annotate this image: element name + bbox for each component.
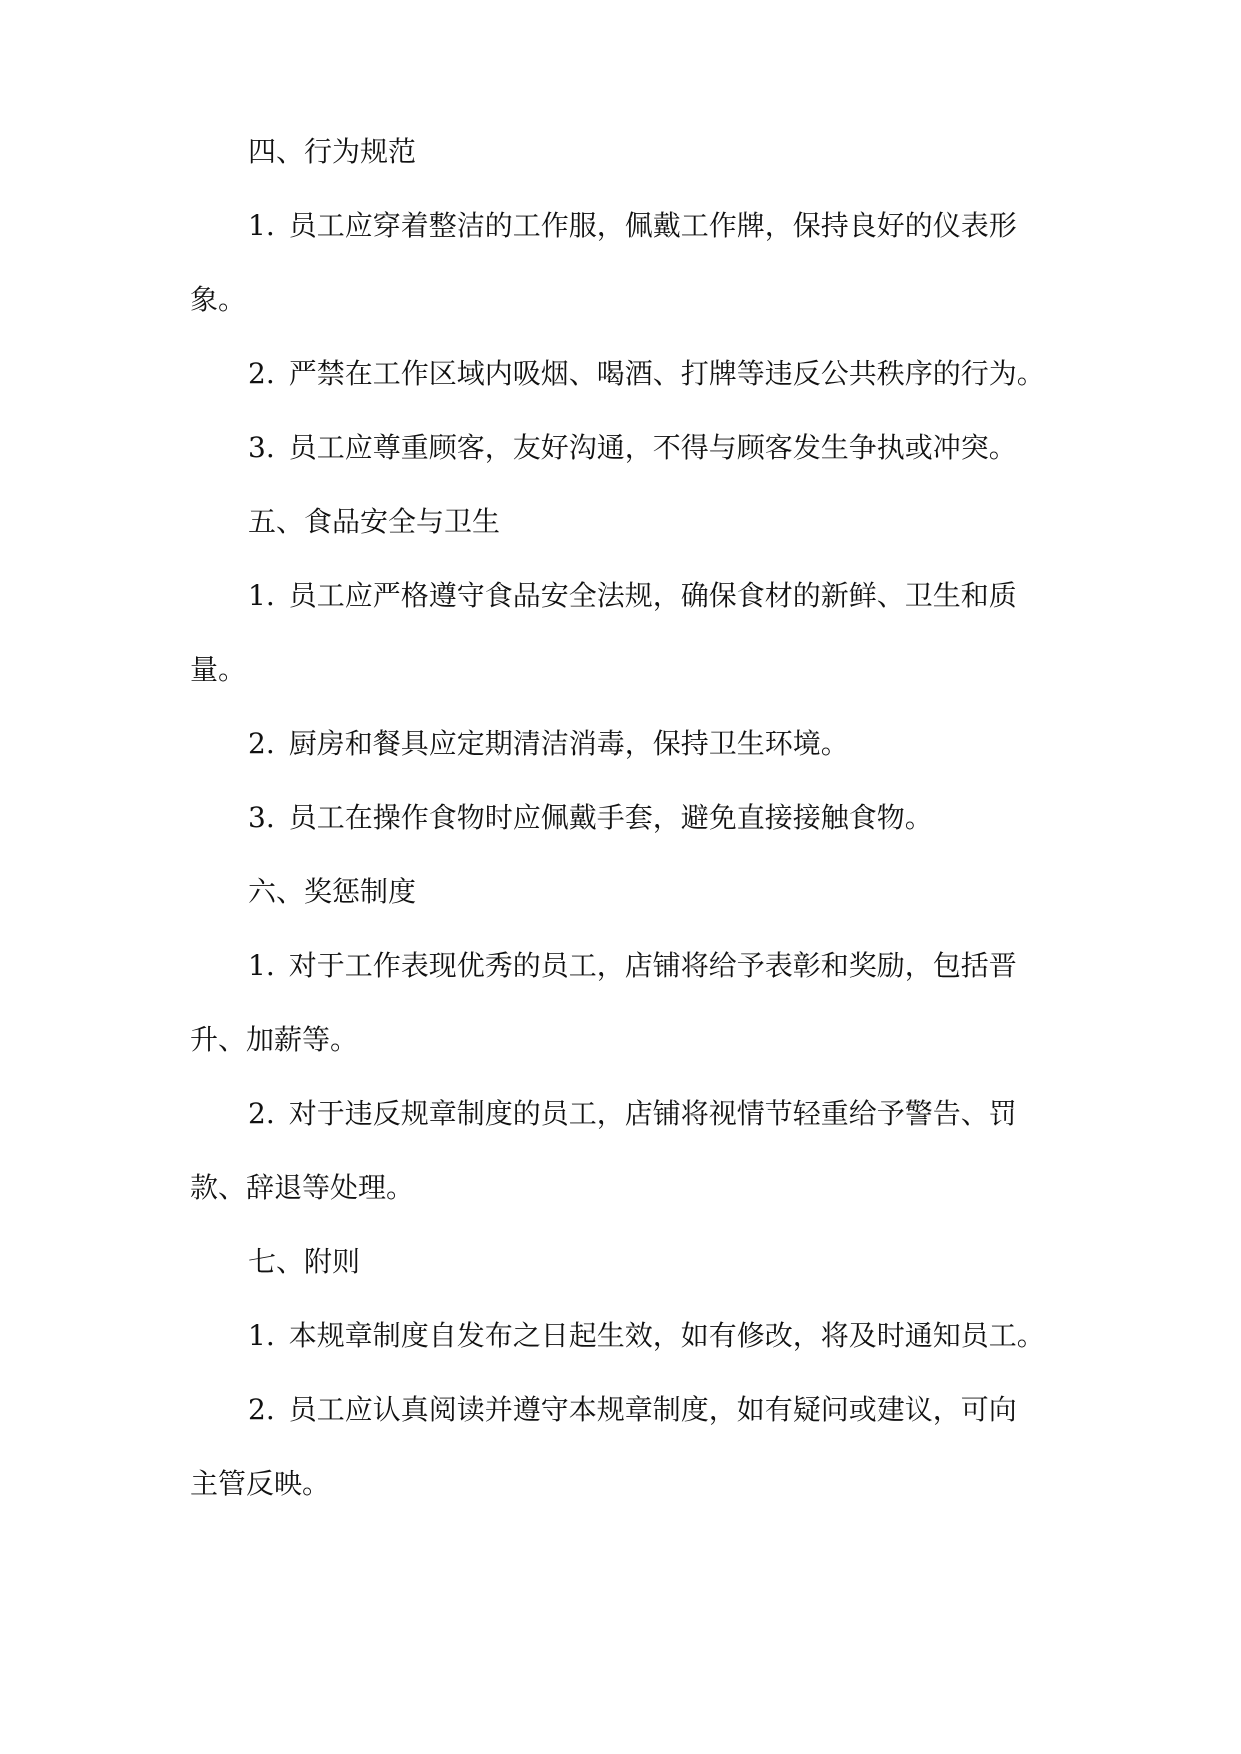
section-heading-food-safety: 五、食品安全与卫生 xyxy=(248,505,501,538)
item-text: 员工在操作食物时应佩戴手套，避免直接接触食物。 xyxy=(288,801,933,834)
item-text-continuation: 款、辞退等处理。 xyxy=(190,1171,415,1204)
item-number: 3. xyxy=(248,801,275,834)
list-item xyxy=(190,1318,1060,1354)
item-number: 1. xyxy=(248,949,275,982)
item-number: 2. xyxy=(248,1393,275,1426)
list-item xyxy=(190,430,1060,466)
section-heading-rewards: 六、奖惩制度 xyxy=(248,875,417,908)
item-text: 对于违反规章制度的员工，店铺将视情节轻重给予警告、罚 xyxy=(288,1097,1017,1130)
item-number: 1. xyxy=(248,209,275,242)
item-text: 员工应认真阅读并遵守本规章制度，如有疑问或建议，可向 xyxy=(288,1393,1017,1426)
list-item xyxy=(190,578,1060,614)
item-number: 2. xyxy=(248,1097,275,1130)
item-text: 员工应严格遵守食品安全法规，确保食材的新鲜、卫生和质 xyxy=(288,579,1017,612)
section-heading-appendix: 七、附则 xyxy=(248,1245,361,1278)
item-text-continuation: 升、加薪等。 xyxy=(190,1023,359,1056)
item-text: 厨房和餐具应定期清洁消毒，保持卫生环境。 xyxy=(288,727,849,760)
item-number: 1. xyxy=(248,1319,275,1352)
list-item xyxy=(190,726,1060,762)
item-text: 严禁在工作区域内吸烟、喝酒、打牌等违反公共秩序的行为。 xyxy=(288,357,1045,390)
list-item xyxy=(190,356,1060,392)
list-item xyxy=(190,208,1060,244)
item-text: 员工应穿着整洁的工作服，佩戴工作牌，保持良好的仪表形 xyxy=(288,209,1017,242)
item-text-continuation: 量。 xyxy=(190,653,247,686)
section-heading-behavior: 四、行为规范 xyxy=(248,135,417,168)
item-text-continuation: 主管反映。 xyxy=(190,1467,331,1500)
list-item xyxy=(190,800,1060,836)
item-text: 对于工作表现优秀的员工，店铺将给予表彰和奖励，包括晋 xyxy=(288,949,1017,982)
item-text: 本规章制度自发布之日起生效，如有修改，将及时通知员工。 xyxy=(288,1319,1045,1352)
item-number: 1. xyxy=(248,579,275,612)
list-item xyxy=(190,948,1060,984)
list-item xyxy=(190,1392,1060,1428)
item-text-continuation: 象。 xyxy=(190,283,247,316)
item-number: 3. xyxy=(248,431,275,464)
item-number: 2. xyxy=(248,727,275,760)
item-number: 2. xyxy=(248,357,275,390)
document-body xyxy=(190,134,1060,1540)
item-text: 员工应尊重顾客，友好沟通，不得与顾客发生争执或冲突。 xyxy=(288,431,1017,464)
list-item xyxy=(190,1096,1060,1132)
